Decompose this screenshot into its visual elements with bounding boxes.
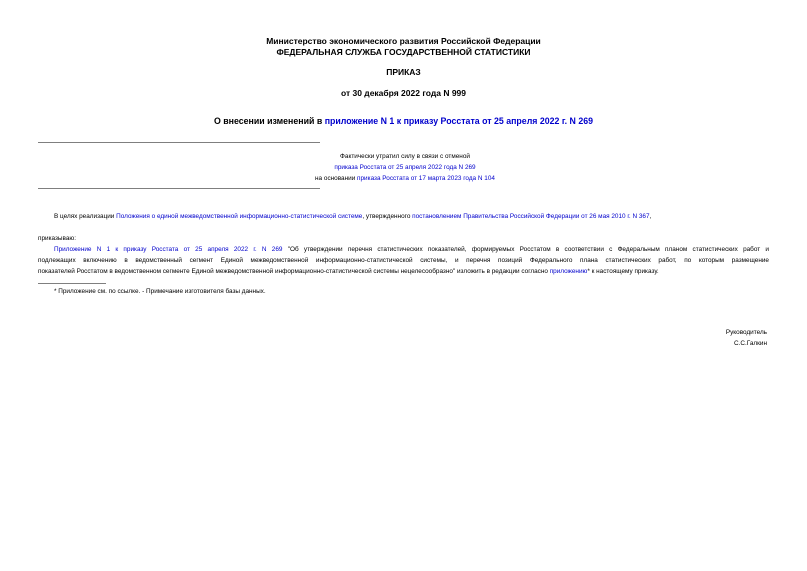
status-note-top-divider: [38, 142, 320, 143]
status-note-line1: Фактически утратил силу в связи с отменой: [340, 153, 470, 160]
status-note-link-basis[interactable]: приказа Росстата от 17 марта 2023 года N 104: [357, 175, 495, 182]
ministry-name: Министерство экономического развития Российской Федерации: [266, 36, 541, 46]
p1-end: ,: [649, 213, 652, 220]
paragraph-order-word: приказываю:: [38, 235, 76, 242]
p1-link-resolution[interactable]: постановлением Правительства Российской Федерации от 26 мая 2010 г. N 367: [412, 213, 650, 220]
p1-link-regulation[interactable]: Положения о единой межведомственной информационно-статистической системе: [116, 213, 363, 220]
footnote-text: * Приложение см. по ссылке. - Примечание изготовителя базы данных.: [54, 288, 266, 295]
p1-mid: , утвержденного: [362, 213, 413, 220]
status-note-line2: [290, 163, 520, 173]
paragraph-main-line3: [38, 266, 769, 277]
status-note-bottom-divider: [38, 188, 320, 189]
signature-position: Руководитель: [725, 329, 767, 336]
p1-prefix: В целях реализации: [54, 213, 117, 220]
signature-name: С.С.Галкин: [733, 340, 767, 347]
document-date: от 30 декабря 2022 года N 999: [340, 88, 467, 98]
document-type: ПРИКАЗ: [386, 67, 421, 77]
document-title: [0, 116, 807, 127]
status-note-line3-prefix: на основании: [315, 175, 358, 182]
footnote-divider: [38, 283, 106, 284]
p3-link-attachment[interactable]: приложению: [549, 268, 588, 275]
status-note-line3: [290, 174, 520, 184]
p3-line1-rest: "Об утверждении перечня статистических показателей, формируемых Росстатом в соответствии с Федеральным планом статистических работ и: [282, 246, 769, 253]
paragraph-main-line1: [54, 244, 769, 255]
p3-line3-b: * к настоящему приказу.: [587, 268, 659, 275]
p3-line3-a: показателей Росстатом в ведомственном сегменте Единой межведомственной информационно-статистической системы нецелесообразно" изложить в редакции согласно: [38, 268, 550, 275]
paragraph-main-line2: подлежащих включению в ведомственный сегмент Единой межведомственной информационно-статистической системы, и перечня позиций Федерального плана статистических работ, по которым размещение: [38, 257, 769, 264]
status-note-link-cancel[interactable]: приказа Росстата от 25 апреля 2022 года N 269: [334, 164, 476, 171]
title-prefix: О внесении изменений в: [213, 116, 325, 126]
title-link[interactable]: приложение N 1 к приказу Росстата от 25 апреля 2022 г. N 269: [324, 116, 594, 126]
paragraph-purpose: [54, 211, 769, 222]
service-name: ФЕДЕРАЛЬНАЯ СЛУЖБА ГОСУДАРСТВЕННОЙ СТАТИСТИКИ: [276, 47, 531, 57]
p3-link-appendix[interactable]: Приложение N 1 к приказу Росстата от 25 апреля 2022 г. N 269: [54, 246, 283, 253]
